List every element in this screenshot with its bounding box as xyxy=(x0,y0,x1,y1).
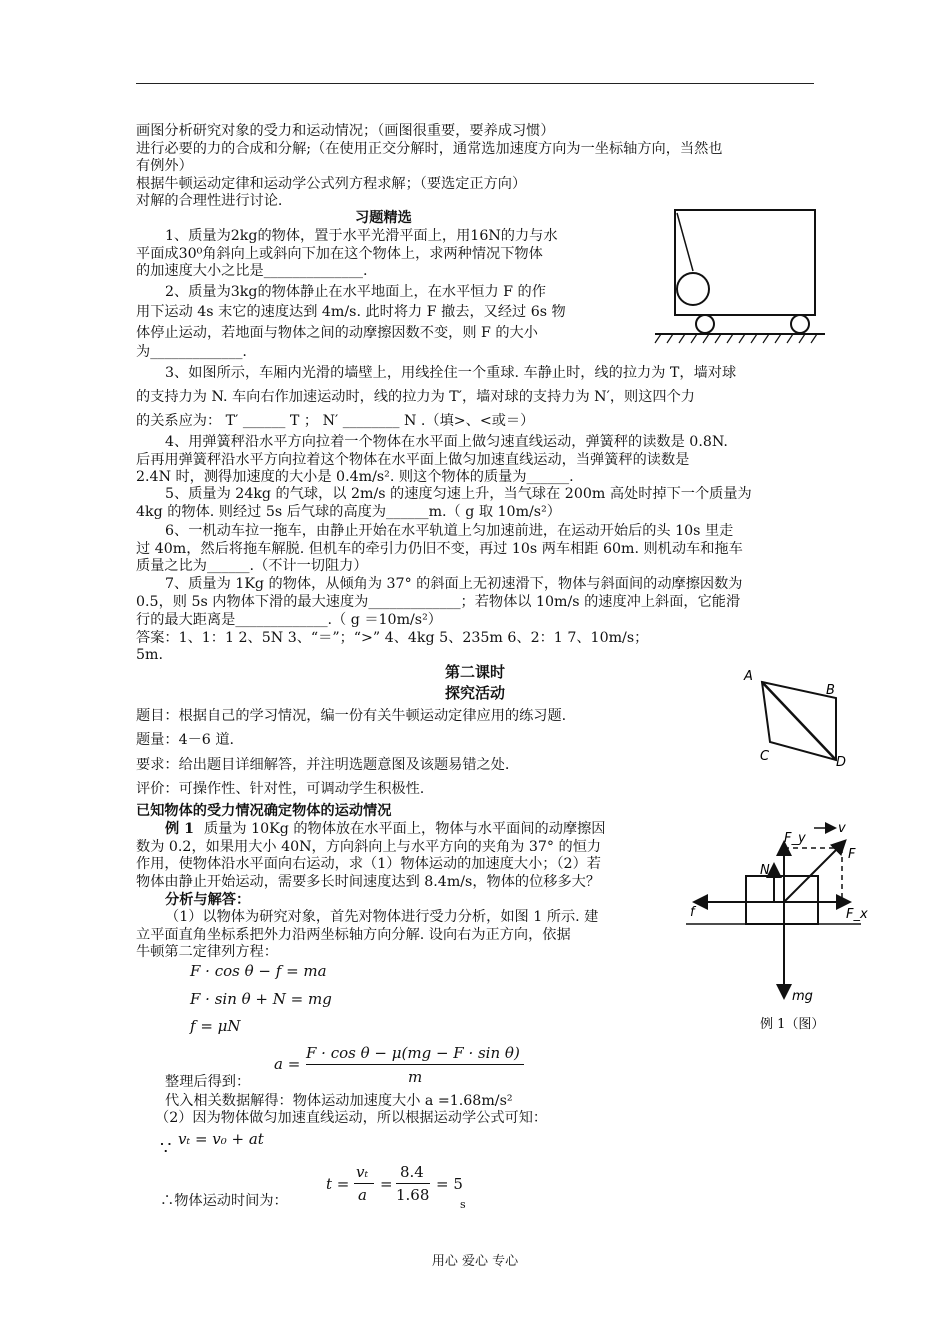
page-footer: 用心 爱心 专心 xyxy=(431,1254,519,1269)
string-line xyxy=(677,213,693,271)
label-n: N xyxy=(760,863,770,878)
unit-seconds: s xyxy=(460,1198,466,1211)
ground-hatch xyxy=(655,334,817,343)
problem-4: 4、用弹簧秤沿水平方向拉着一个物体在水平面上做匀速直线运动，弹簧秤的读数是 0.8N. xyxy=(165,434,728,450)
activity-item: 评价：可操作性、针对性，可调动学生积极性. xyxy=(136,781,425,797)
problem-6: 质量之比为______.（不计一切阻力） xyxy=(136,558,368,574)
solution-text: （1）以物体为研究对象，首先对物体进行受力分析，如图 1 所示. 建 xyxy=(165,909,599,925)
problem-7: 7、质量为 1Kg 的物体，从倾角为 37° 的斜面上无初速滑下，物体与斜面间的动摩擦因数为 xyxy=(165,576,743,592)
equation-5: vₜ = v₀ + at xyxy=(178,1130,264,1148)
answers: 5m. xyxy=(136,647,163,663)
fraction-bar xyxy=(306,1064,524,1065)
equation-6-f2-num: 8.4 xyxy=(400,1163,424,1181)
problem-6: 过 40m，然后将拖车解脱. 但机车的牵引力仍旧不变，再过 10s 两车相距 60m. 则机动车和拖车 xyxy=(136,541,743,557)
label-fx: F_x xyxy=(846,907,868,922)
equation-4-numerator: F · cos θ − μ(mg − F · sin θ) xyxy=(306,1044,520,1062)
text-line: 有例外） xyxy=(136,158,193,174)
activity-item: 题量：4－6 道. xyxy=(136,732,235,748)
activity-heading: 探究活动 xyxy=(444,684,505,702)
solution-text: 代入相关数据解得：物体运动加速度大小 a =1.68m/s² xyxy=(165,1093,513,1109)
problem-3: 的支持力为 N. 车向右作加速运动时，线的拉力为 T′，墙对球的支持力为 N′，则这四个力 xyxy=(136,389,695,405)
example-text: 物体由静止开始运动，需要多长时间速度达到 8.4m/s，物体的位移多大？ xyxy=(136,874,601,890)
solution-text: ∴物体运动时间为： xyxy=(160,1193,288,1209)
solution-text: 整理后得到： xyxy=(165,1074,251,1090)
problem-3: 的关系应为： T′ ______ T ； N′ ________ N .（填>、<或＝） xyxy=(136,413,535,429)
activity-item: 题目：根据自己的学习情况，编一份有关牛顿运动定律应用的练习题. xyxy=(136,708,567,724)
problem-1: 1、质量为2kg的物体，置于水平光滑平面上，用16N的力与水 xyxy=(165,228,558,244)
topic-heading: 已知物体的受力情况确定物体的运动情况 xyxy=(136,803,392,819)
problem-5: 4kg 的物体. 则经过 5s 后气球的高度为______m.（ g 取 10m/s²） xyxy=(136,504,561,520)
problem-7: 行的最大距离是_____________.（ g ＝10m/s²） xyxy=(136,612,442,628)
equation-1: F · cos θ − f = ma xyxy=(190,962,327,980)
example-text: 作用，使物体沿水平面向右运动，求（1）物体运动的加速度大小；（2）若 xyxy=(136,856,601,872)
problem-2: 为_____________. xyxy=(136,344,247,360)
problem-1: 平面成30⁰角斜向上或斜向下加在这个物体上，求两种情况下物体 xyxy=(136,246,543,262)
text-line: 对解的合理性进行讨论. xyxy=(136,193,283,209)
problem-2: 用下运动 4s 末它的速度达到 4m/s. 此时将力 F 撤去，又经过 6s 物 xyxy=(136,304,566,320)
solution-text: 立平面直角坐标系把外力沿两坐标轴方向分解. 设向右为正方向，依据 xyxy=(136,927,571,943)
label-fy: F_y xyxy=(784,831,806,846)
problem-4: 后再用弹簧秤沿水平方向拉着这个物体在水平面上做匀加速直线运动，当弹簧秤的读数是 xyxy=(136,452,690,468)
label-b: B xyxy=(826,683,835,698)
equation-2: F · sin θ + N = mg xyxy=(190,990,332,1008)
header-rule xyxy=(136,83,814,84)
problem-5: 5、质量为 24kg 的气球，以 2m/s 的速度匀速上升，当气球在 200m 高处时掉下一个质量为 xyxy=(165,486,752,502)
fraction-bar xyxy=(396,1183,430,1184)
problem-2: 体停止运动，若地面与物体之间的动摩擦因数不变，则 F 的大小 xyxy=(136,325,538,341)
cart-ball-figure xyxy=(655,205,825,355)
label-friction: f xyxy=(690,905,695,920)
label-d: D xyxy=(836,755,847,770)
fraction-bar xyxy=(354,1183,374,1184)
example-text: 数为 0.2，如果用大小 40N，方向斜向上与水平方向的夹角为 37° 的恒力 xyxy=(136,839,602,855)
label-a: A xyxy=(744,669,753,684)
because-symbol: ∵ xyxy=(160,1138,172,1159)
equation-6-f1-num: vₜ xyxy=(356,1163,369,1181)
label-f: F xyxy=(848,847,856,862)
problem-7: 0.5，则 5s 内物体下滑的最大速度为_____________；若物体以 10m/s 的速度冲上斜面，它能滑 xyxy=(136,594,741,610)
solution-text: 牛顿第二定律列方程： xyxy=(136,944,278,960)
equals-sign: = xyxy=(380,1175,393,1193)
activity-item: 要求：给出题目详细解答，并注明选题意图及该题易错之处. xyxy=(136,757,510,773)
section-heading: 习题精选 xyxy=(355,210,412,226)
solution-title: 分析与解答： xyxy=(165,892,251,908)
force-diagram xyxy=(686,818,866,1038)
problem-3: 3、如图所示，车厢内光滑的墙壁上，用线拴住一个重球. 车静止时，线的拉力为 T，墙对球 xyxy=(165,365,737,381)
equation-6-lhs: t = xyxy=(326,1175,350,1193)
diagonal-line xyxy=(762,682,836,760)
block xyxy=(746,876,818,924)
problem-2: 2、质量为3kg的物体静止在水平地面上，在水平恒力 F 的作 xyxy=(165,284,546,300)
text-line: 根据牛顿运动定律和运动学公式列方程求解；（要选定正方向） xyxy=(136,176,527,192)
answers: 答案：1、1：1 2、5N 3、“＝”；“>” 4、4kg 5、235m 6、2：1 7、10m/s； xyxy=(136,630,649,646)
problem-6: 6、一机动车拉一拖车，由静止开始在水平轨道上匀加速前进，在运动开始后的头 10s 里走 xyxy=(165,523,734,539)
lesson-heading: 第二课时 xyxy=(444,663,505,681)
example-title: 例 1 xyxy=(165,821,194,837)
text-line: 进行必要的力的合成和分解;（在使用正交分解时，通常选加速度方向为一坐标轴方向，当然也 xyxy=(136,141,723,157)
equation-4-lhs: a = xyxy=(274,1055,301,1073)
example-text: 质量为 10Kg 的物体放在水平面上，物体与水平面间的动摩擦因 xyxy=(204,821,606,837)
problem-4: 2.4N 时，测得加速度的大小是 0.4m/s². 则这个物体的质量为______. xyxy=(136,469,574,485)
equation-6-result: = 5 xyxy=(436,1175,463,1193)
ball xyxy=(677,273,709,305)
problem-1: 的加速度大小之比是______________. xyxy=(136,263,368,279)
rhombus-figure xyxy=(740,668,860,768)
figure-caption: 例 1（图） xyxy=(760,1017,825,1032)
equation-6-f2-den: 1.68 xyxy=(396,1186,430,1204)
wheel-left xyxy=(696,315,714,333)
force-f-arrow xyxy=(784,842,844,902)
cart-box xyxy=(675,210,815,315)
label-v: v xyxy=(838,821,846,836)
equation-3: f = μN xyxy=(190,1017,241,1035)
label-c: C xyxy=(760,749,770,764)
equation-4-denominator: m xyxy=(408,1068,423,1086)
label-mg: mg xyxy=(792,989,813,1004)
solution-text: （2）因为物体做匀加速直线运动，所以根据运动学公式可知： xyxy=(155,1110,548,1126)
text-line: 画图分析研究对象的受力和运动情况；（画图很重要，要养成习惯） xyxy=(136,123,555,139)
equation-6-f1-den: a xyxy=(358,1186,367,1204)
wheel-right xyxy=(791,315,809,333)
